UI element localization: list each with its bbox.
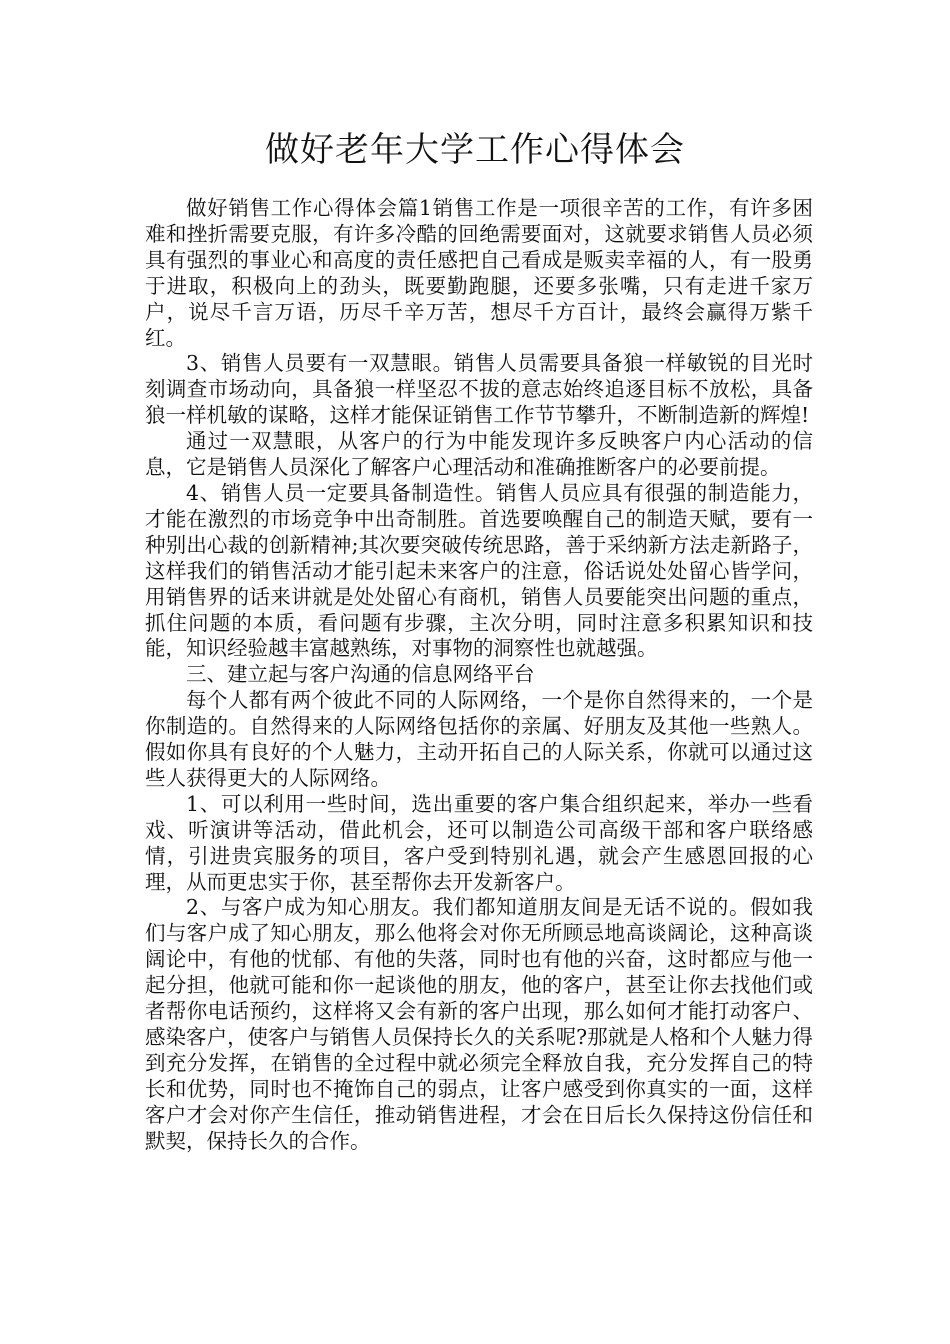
- paragraph-item-1: 1、可以利用一些时间，选出重要的客户集合组织起来，举办一些看戏、听演讲等活动，借此机会，还可以制造公司高级干部和客户联络感情，引进贵宾服务的项目，客户受到特别礼遇，就会产生感恩回报的心理，从而更忠实于你，甚至帮你去开发新客户。: [145, 791, 813, 894]
- paragraph-point-3: 3、销售人员要有一双慧眼。销售人员需要具备狼一样敏锐的目光时刻调查市场动向，具备狼一样坚忍不拔的意志始终追逐目标不放松，具备狼一样机敏的谋略，这样才能保证销售工作节节攀升，不断制造新的辉煌!: [145, 351, 813, 428]
- paragraph-point-4: 4、销售人员一定要具备制造性。销售人员应具有很强的制造能力，才能在激烈的市场竞争中出奇制胜。首选要唤醒自己的制造天赋，要有一种别出心裁的创新精神;其次要突破传统思路，善于采纳新方法走新路子，这样我们的销售活动才能引起未来客户的注意，俗话说处处留心皆学问，用销售界的话来讲就是处处留心有商机，销售人员要能突出问题的重点，抓住问题的本质，看问题有步骤，主次分明，同时注意多积累知识和技能，知识经验越丰富越熟练，对事物的洞察性也就越强。: [145, 480, 813, 661]
- document-title: 做好老年大学工作心得体会: [265, 130, 685, 170]
- paragraph-item-2: 2、与客户成为知心朋友。我们都知道朋友间是无话不说的。假如我们与客户成了知心朋友，那么他将会对你无所顾忌地高谈阔论，这种高谈阔论中，有他的忧郁、有他的失落，同时也有他的兴奋，这时都应与他一起分担，他就可能和你一起谈他的朋友，他的客户，甚至让你去找他们或者帮你电话预约，这样将又会有新的客户出现，那么如何才能打动客户、感染客户，使客户与销售人员保持长久的关系呢?那就是人格和个人魅力得到充分发挥，在销售的全过程中就必须完全释放自我，充分发挥自己的特长和优势，同时也不掩饰自己的弱点，让客户感受到你真实的一面，这样客户才会对你产生信任，推动销售进程，才会在日后长久保持这份信任和默契，保持长久的合作。: [145, 895, 813, 1153]
- paragraph-network: 每个人都有两个彼此不同的人际网络，一个是你自然得来的，一个是你制造的。自然得来的人际网络包括你的亲属、好朋友及其他一些熟人。假如你具有良好的个人魅力，主动开拓自己的人际关系，你就可以通过这些人获得更大的人际网络。: [145, 688, 813, 790]
- paragraph-intro: 做好销售工作心得体会篇1销售工作是一项很辛苦的工作，有许多困难和挫折需要克服，有许多冷酷的回绝需要面对，这就要求销售人员必须具有强烈的事业心和高度的责任感把自己看成是贩卖幸福的人，有一股勇于进取，积极向上的劲头，既要勤跑腿，还要多张嘴，只有走进千家万户，说尽千言万语，历尽千辛万苦，想尽千方百计，最终会赢得万紫千红。: [145, 196, 813, 350]
- section-heading-3: 三、建立起与客户沟通的信息网络平台: [186, 662, 535, 687]
- document-body: [145, 196, 813, 1155]
- paragraph-insight: 通过一双慧眼，从客户的行为中能发现许多反映客户内心活动的信息，它是销售人员深化了解客户心理活动和准确推断客户的必要前提。: [145, 429, 813, 480]
